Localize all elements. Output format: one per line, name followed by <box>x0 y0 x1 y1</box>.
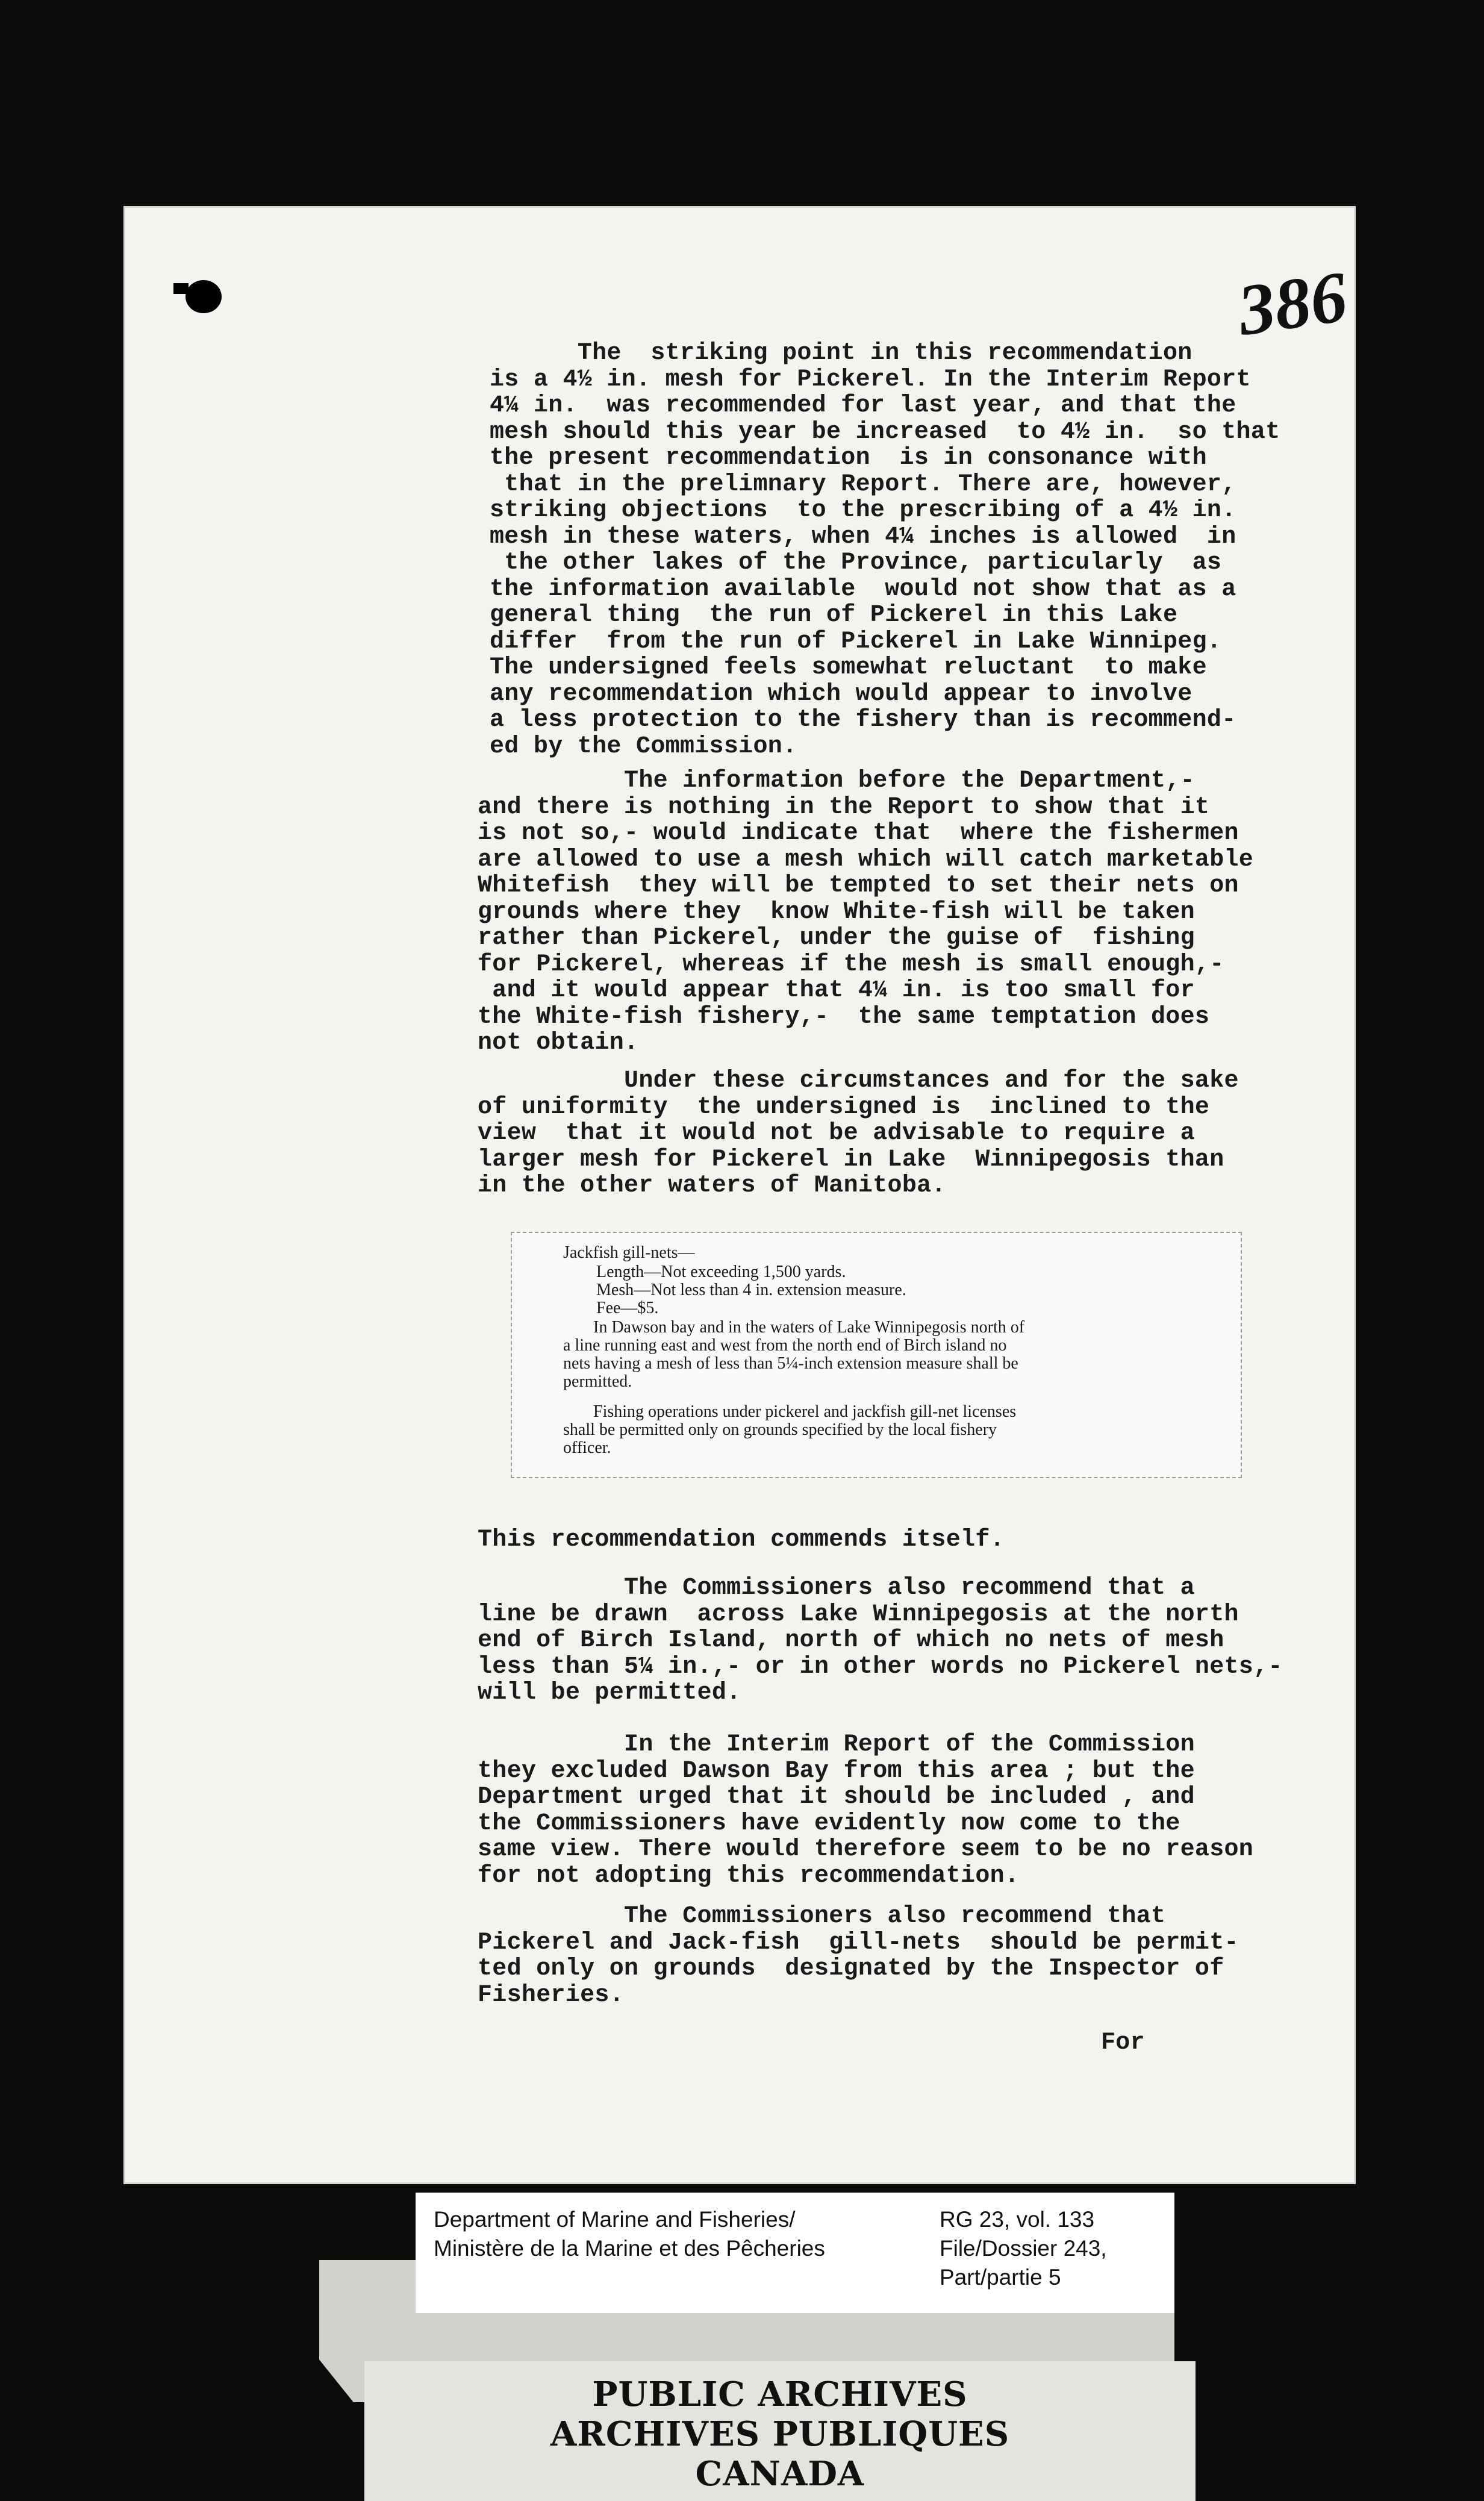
text-line: Fisheries. <box>478 1981 625 2009</box>
clipping-line: shall be permitted only on grounds specified by the local fishery <box>563 1420 997 1439</box>
text-line: larger mesh for Pickerel in Lake Winnipegosis than <box>478 1146 1224 1173</box>
catchword <box>1101 2030 1145 2056</box>
clipping-line: permitted. <box>563 1372 632 1391</box>
ref-file: File/Dossier 243, <box>940 2236 1107 2261</box>
text-line: striking objections to the prescribing of a 4½ in. <box>490 497 1236 524</box>
clipping-line: a line running east and west from the north end of Birch island no <box>563 1336 1007 1355</box>
paragraph-6 <box>478 1732 1253 1889</box>
paragraph-1 <box>490 340 1280 760</box>
archives-stamp <box>364 2361 1196 2501</box>
text-line: Pickerel and Jack-fish gill-nets should be permit- <box>478 1929 1239 1956</box>
text-line: that in the prelimnary Report. There are, however, <box>490 470 1236 498</box>
clipping-line: Length—Not exceeding 1,500 yards. <box>596 1263 846 1281</box>
text-line: The information before the Department,- <box>478 767 1195 795</box>
text-line: Under these circumstances and for the sake <box>478 1067 1239 1094</box>
paragraph-5 <box>478 1575 1283 1706</box>
text-line: and there is nothing in the Report to show that it <box>478 793 1210 821</box>
clipping-line: Fishing operations under pickerel and jackfish gill-net licenses <box>593 1402 1017 1421</box>
text-line: the Commissioners have evidently now come to the <box>478 1809 1180 1837</box>
text-line: mesh should this year be increased to 4½ in. so that <box>490 418 1280 446</box>
text-line: a less protection to the fishery than is recommend- <box>490 707 1236 734</box>
text-line: ted only on grounds designated by the Inspector of <box>478 1955 1224 1982</box>
stamp-line-1: PUBLIC ARCHIVES <box>592 2375 968 2414</box>
text-line: any recommendation which would appear to involve <box>490 680 1192 708</box>
clipping-line: In Dawson bay and in the waters of Lake Winnipegosis north of <box>593 1318 1025 1337</box>
text-line: they excluded Dawson Bay from this area ; but the <box>478 1757 1195 1785</box>
text-line: same view. There would therefore seem to be no reason <box>478 1836 1254 1863</box>
stamp-line-3: CANADA <box>695 2454 865 2494</box>
text-line: are allowed to use a mesh which will catch marketable <box>478 846 1254 873</box>
text-line: The striking point in this recommendation <box>490 340 1192 367</box>
text-line: less than 5¼ in.,- or in other words no Pickerel nets,- <box>478 1653 1283 1681</box>
text-line: This recommendation commends itself. <box>478 1526 1005 1553</box>
ref-rg: RG 23, vol. 133 <box>940 2207 1095 2232</box>
text-line: the information available would not show that as a <box>490 575 1236 603</box>
clipping-line: Mesh—Not less than 4 in. extension measure. <box>596 1281 906 1299</box>
text-line: view that it would not be advisable to require a <box>478 1120 1195 1147</box>
archive-footer <box>0 2193 1484 2501</box>
text-line: The Commissioners also recommend that a <box>478 1575 1195 1602</box>
newspaper-clipping <box>511 1232 1242 1478</box>
text-line: The undersigned feels somewhat reluctant to make <box>490 654 1207 681</box>
paragraph-3 <box>478 1068 1239 1199</box>
punch-hole <box>186 280 222 313</box>
text-line: grounds where they know White-fish will be taken <box>478 898 1195 926</box>
document-page <box>123 206 1356 2184</box>
text-line: For <box>1101 2029 1145 2056</box>
text-line: The Commissioners also recommend that <box>478 1903 1166 1930</box>
text-line: line be drawn across Lake Winnipegosis at the north <box>478 1600 1239 1628</box>
text-line: the White-fish fishery,- the same temptation does <box>478 1003 1210 1031</box>
paragraph-2 <box>478 768 1253 1057</box>
text-line: the present recommendation is in consonance with <box>490 445 1207 472</box>
clipping-line: nets having a mesh of less than 5¼-inch extension measure shall be <box>563 1354 1018 1373</box>
text-line: In the Interim Report of the Commission <box>478 1731 1195 1758</box>
text-line: for not adopting this recommendation. <box>478 1862 1020 1890</box>
clipping-line: Jackfish gill-nets— <box>563 1243 695 1262</box>
clipping-line: officer. <box>563 1438 611 1457</box>
text-line: and it would appear that 4¼ in. is too small for <box>478 977 1195 1004</box>
text-line: rather than Pickerel, under the guise of fishing <box>478 925 1195 952</box>
page-number: 386 <box>1233 256 1352 351</box>
text-line: is a 4½ in. mesh for Pickerel. In the Interim Report <box>490 366 1251 393</box>
paragraph-7 <box>478 1903 1239 2008</box>
text-line: general thing the run of Pickerel in this Lake <box>490 602 1178 629</box>
text-line: in the other waters of Manitoba. <box>478 1172 946 1199</box>
text-line: the other lakes of the Province, particularly as <box>490 549 1222 576</box>
text-line: end of Birch Island, north of which no nets of mesh <box>478 1627 1224 1654</box>
text-line: not obtain. <box>478 1029 639 1057</box>
clipping-line: Fee—$5. <box>596 1299 659 1317</box>
paragraph-4 <box>478 1527 1005 1553</box>
text-line: Department urged that it should be included , and <box>478 1784 1195 1811</box>
text-line: will be permitted. <box>478 1679 741 1706</box>
text-line: ed by the Commission. <box>490 732 797 760</box>
text-line: Whitefish they will be tempted to set their nets on <box>478 872 1239 899</box>
dept-en: Department of Marine and Fisheries/ <box>434 2207 796 2232</box>
text-line: of uniformity the undersigned is inclined to the <box>478 1093 1210 1121</box>
text-line: is not so,- would indicate that where the fishermen <box>478 820 1239 847</box>
text-line: mesh in these waters, when 4¼ inches is allowed in <box>490 523 1236 551</box>
text-line: 4¼ in. was recommended for last year, and that the <box>490 392 1236 419</box>
archive-label <box>416 2193 1174 2313</box>
stamp-line-2: ARCHIVES PUBLIQUES <box>550 2414 1010 2454</box>
text-line: differ from the run of Pickerel in Lake Winnipeg. <box>490 628 1222 655</box>
ref-part: Part/partie 5 <box>940 2265 1061 2290</box>
text-line: for Pickerel, whereas if the mesh is small enough,- <box>478 951 1224 978</box>
dept-fr: Ministère de la Marine et des Pêcheries <box>434 2236 825 2261</box>
